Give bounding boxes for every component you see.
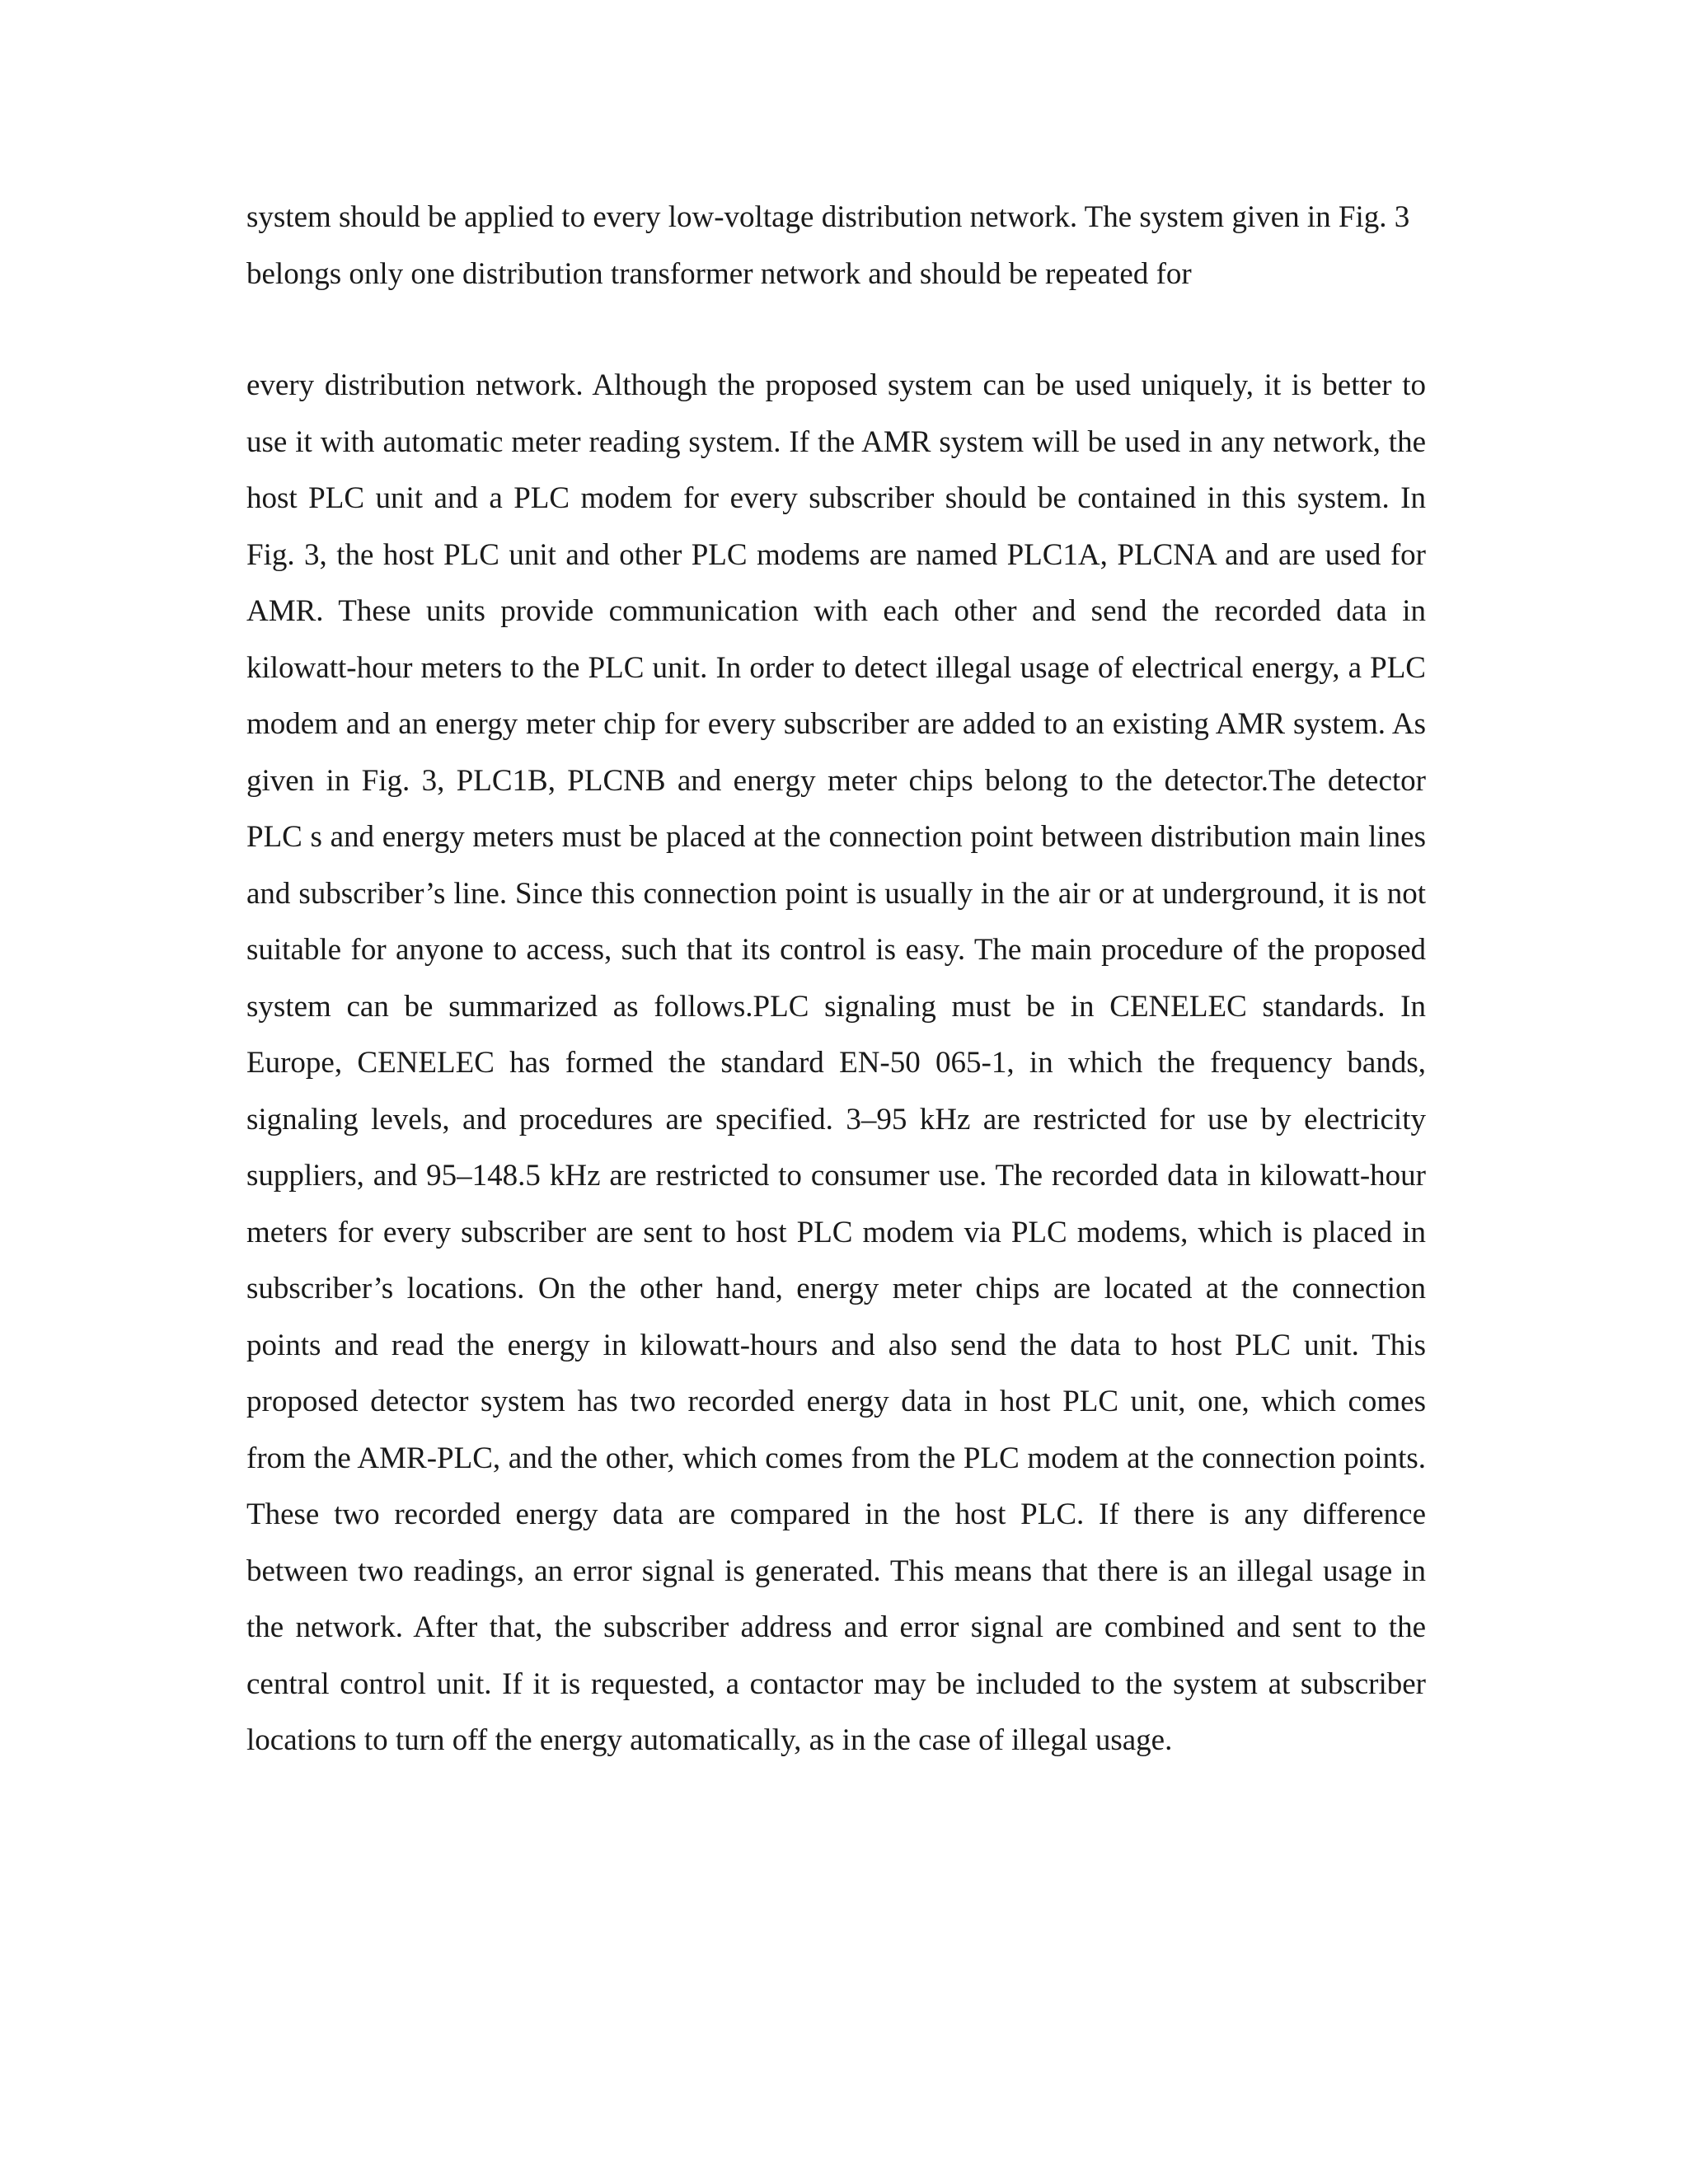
paragraph-body: every distribution network. Although the proposed system can be used uniquely, it is better to use it with automatic meter reading system. If the AMR system will be used in any network, the host PLC unit and a PLC modem for every subscriber should be contained in this system. In Fig. 3, the host PLC unit and other PLC modems are named PLC1A, PLCNA and are used for AMR. These units provide communication with each other and send the recorded data in kilowatt-hour meters to the PLC unit. In order to detect illegal usage of electrical energy, a PLC modem and an energy meter chip for every subscriber are added to an existing AMR system. As given in Fig. 3, PLC1B, PLCNB and energy meter chips belong to the detector.The detector PLC s and energy meters must be placed at the connection point between distribution main lines and subscriber’s line. Since this connection point is usually in the air or at underground, it is not suitable for anyone to access, such that its control is easy. The main procedure of the proposed system can be summarized as follows.PLC signaling must be in CENELEC standards. In Europe, CENELEC has formed the standard EN-50 065-1, in which the frequency bands, signaling levels, and procedures are specified. 3–95 kHz are restricted for use by electricity suppliers, and 95–148.5 kHz are restricted to consumer use. The recorded data in kilowatt-hour meters for every subscriber are sent to host PLC modem via PLC modems, which is placed in subscriber’s locations. On the other hand, energy meter chips are located at the connection points and read the energy in kilowatt-hours and also send the data to host PLC unit. This proposed detector system has two recorded energy data in host PLC unit, one, which comes from the AMR-PLC, and the other, which comes from the PLC modem at the connection points. These two recorded energy data are compared in the host PLC. If there is any difference between two readings, an error signal is generated. This means that there is an illegal usage in the network. After that, the subscriber address and error signal are combined and sent to the central control unit. If it is requested, a contactor may be included to the system at subscriber locations to turn off the energy automatically, as in the case of illegal usage. — [246, 368, 1426, 1757]
paragraph-continuation: system should be applied to every low-voltage distribution network. The system given in Fig. 3 belongs only one distribution transformer network and should be repeated for — [246, 200, 1410, 291]
